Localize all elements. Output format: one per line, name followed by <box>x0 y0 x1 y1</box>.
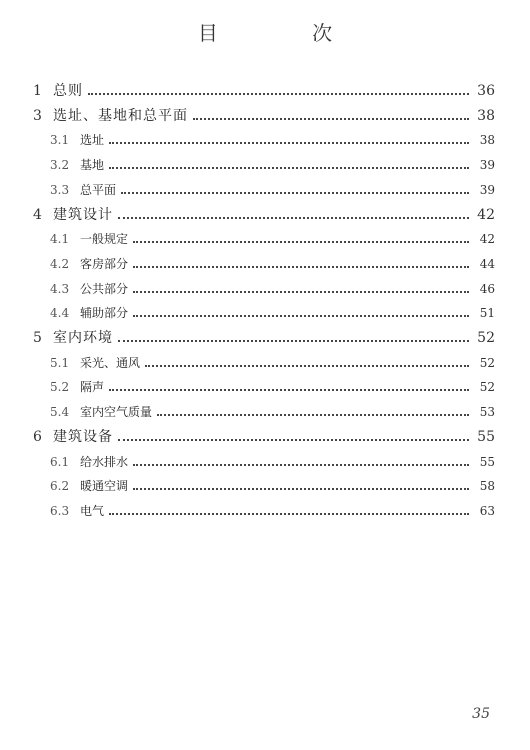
toc-section-entry[interactable] <box>50 374 495 396</box>
toc-entry-page: 52 <box>479 355 495 370</box>
toc-entry-page: 55 <box>479 454 495 469</box>
toc-section-entry[interactable] <box>50 226 495 248</box>
toc-entry-page: 58 <box>479 479 495 494</box>
dot-leader <box>109 141 469 144</box>
toc-entry-label: 辅助部分 <box>80 306 129 321</box>
toc-entry-page: 51 <box>479 306 495 321</box>
toc-entry-page: 52 <box>479 380 495 395</box>
dot-leader <box>121 191 469 194</box>
toc-entry-number: 5.2 <box>50 380 70 395</box>
dot-leader <box>133 290 469 293</box>
toc-section-entry[interactable] <box>50 449 495 471</box>
toc-entry-label: 隔声 <box>80 380 105 395</box>
dot-leader <box>118 339 469 342</box>
toc-entry-label: 总则 <box>53 83 83 99</box>
dot-leader <box>109 388 469 391</box>
toc-chapter-entry[interactable] <box>33 424 495 446</box>
toc-chapter-entry[interactable] <box>33 325 495 347</box>
dot-leader <box>133 487 469 490</box>
toc-section-entry[interactable] <box>50 251 495 273</box>
toc-entry-number: 3.2 <box>50 158 70 173</box>
toc-entry-label: 一般规定 <box>80 232 129 247</box>
toc-chapter-entry[interactable] <box>33 78 495 100</box>
toc-entry-label: 采光、通风 <box>80 355 141 370</box>
dot-leader <box>118 438 469 441</box>
toc-section-entry[interactable] <box>50 399 495 421</box>
dot-leader <box>133 463 469 466</box>
page-number: 35 <box>472 706 490 722</box>
toc-entry-number: 5.4 <box>50 405 70 420</box>
toc-section-entry[interactable] <box>50 127 495 149</box>
toc-entry-number: 5.1 <box>50 355 70 370</box>
dot-leader <box>133 240 469 243</box>
toc-section-entry[interactable] <box>50 300 495 322</box>
toc-entry-number: 4.2 <box>50 256 70 271</box>
dot-leader <box>145 364 469 367</box>
toc-entry-label: 暖通空调 <box>80 479 129 494</box>
dot-leader <box>88 92 469 95</box>
toc-section-entry[interactable] <box>50 177 495 199</box>
toc-entry-page: 46 <box>479 281 495 296</box>
toc-entry-label: 公共部分 <box>80 281 129 296</box>
toc-entry-number: 3 <box>33 107 42 124</box>
dot-leader <box>133 265 469 268</box>
toc-entry-number: 4.1 <box>50 232 70 247</box>
toc-section-entry[interactable] <box>50 498 495 520</box>
toc-entry-number: 6.1 <box>50 454 70 469</box>
toc-entry-page: 36 <box>477 83 495 99</box>
toc-section-entry[interactable] <box>50 152 495 174</box>
toc-section-entry[interactable] <box>50 276 495 298</box>
toc-entry-number: 6 <box>33 428 42 445</box>
toc-entry-label: 客房部分 <box>80 256 129 271</box>
toc-entry-number: 4 <box>33 206 42 223</box>
toc-entry-number: 4.4 <box>50 306 70 321</box>
toc-entry-number: 3.1 <box>50 133 70 148</box>
toc-entry-page: 52 <box>477 330 495 346</box>
toc-entry-page: 39 <box>479 158 495 173</box>
toc-entry-number: 1 <box>33 83 42 99</box>
toc-entry-number: 5 <box>33 330 42 346</box>
toc-section-entry[interactable] <box>50 473 495 495</box>
page-title: 目 次 <box>197 21 377 45</box>
dot-leader <box>118 216 469 219</box>
toc-entry-label: 选址、基地和总平面 <box>53 107 188 124</box>
toc-entry-label: 建筑设备 <box>53 428 113 445</box>
toc-entry-number: 4.3 <box>50 281 70 296</box>
toc-entry-label: 室内空气质量 <box>80 405 153 420</box>
toc-entry-page: 55 <box>477 428 495 445</box>
toc-entry-label: 给水排水 <box>80 454 129 469</box>
toc-entry-number: 6.2 <box>50 479 70 494</box>
toc-entry-page: 38 <box>479 133 495 148</box>
toc-entry-label: 基地 <box>80 158 105 173</box>
toc-entry-label: 室内环境 <box>53 330 113 346</box>
toc-entry-label: 建筑设计 <box>53 206 113 223</box>
toc-entry-page: 38 <box>477 107 495 124</box>
toc-section-entry[interactable] <box>50 350 495 372</box>
toc-entry-page: 39 <box>479 182 495 197</box>
dot-leader <box>109 512 469 515</box>
toc-entry-number: 6.3 <box>50 503 70 518</box>
toc-chapter-entry[interactable] <box>33 103 495 125</box>
toc-entry-page: 42 <box>479 232 495 247</box>
toc-entry-label: 电气 <box>80 503 105 518</box>
toc-entry-page: 53 <box>479 405 495 420</box>
toc-entry-page: 44 <box>479 256 495 271</box>
toc-entry-page: 63 <box>479 503 495 518</box>
dot-leader <box>109 166 469 169</box>
toc-entry-label: 总平面 <box>80 182 117 197</box>
dot-leader <box>193 117 469 120</box>
toc-entry-number: 3.3 <box>50 182 70 197</box>
toc-entry-page: 42 <box>477 206 495 223</box>
toc-entry-label: 选址 <box>80 133 105 148</box>
toc-chapter-entry[interactable] <box>33 202 495 224</box>
dot-leader <box>133 314 469 317</box>
dot-leader <box>157 413 469 416</box>
